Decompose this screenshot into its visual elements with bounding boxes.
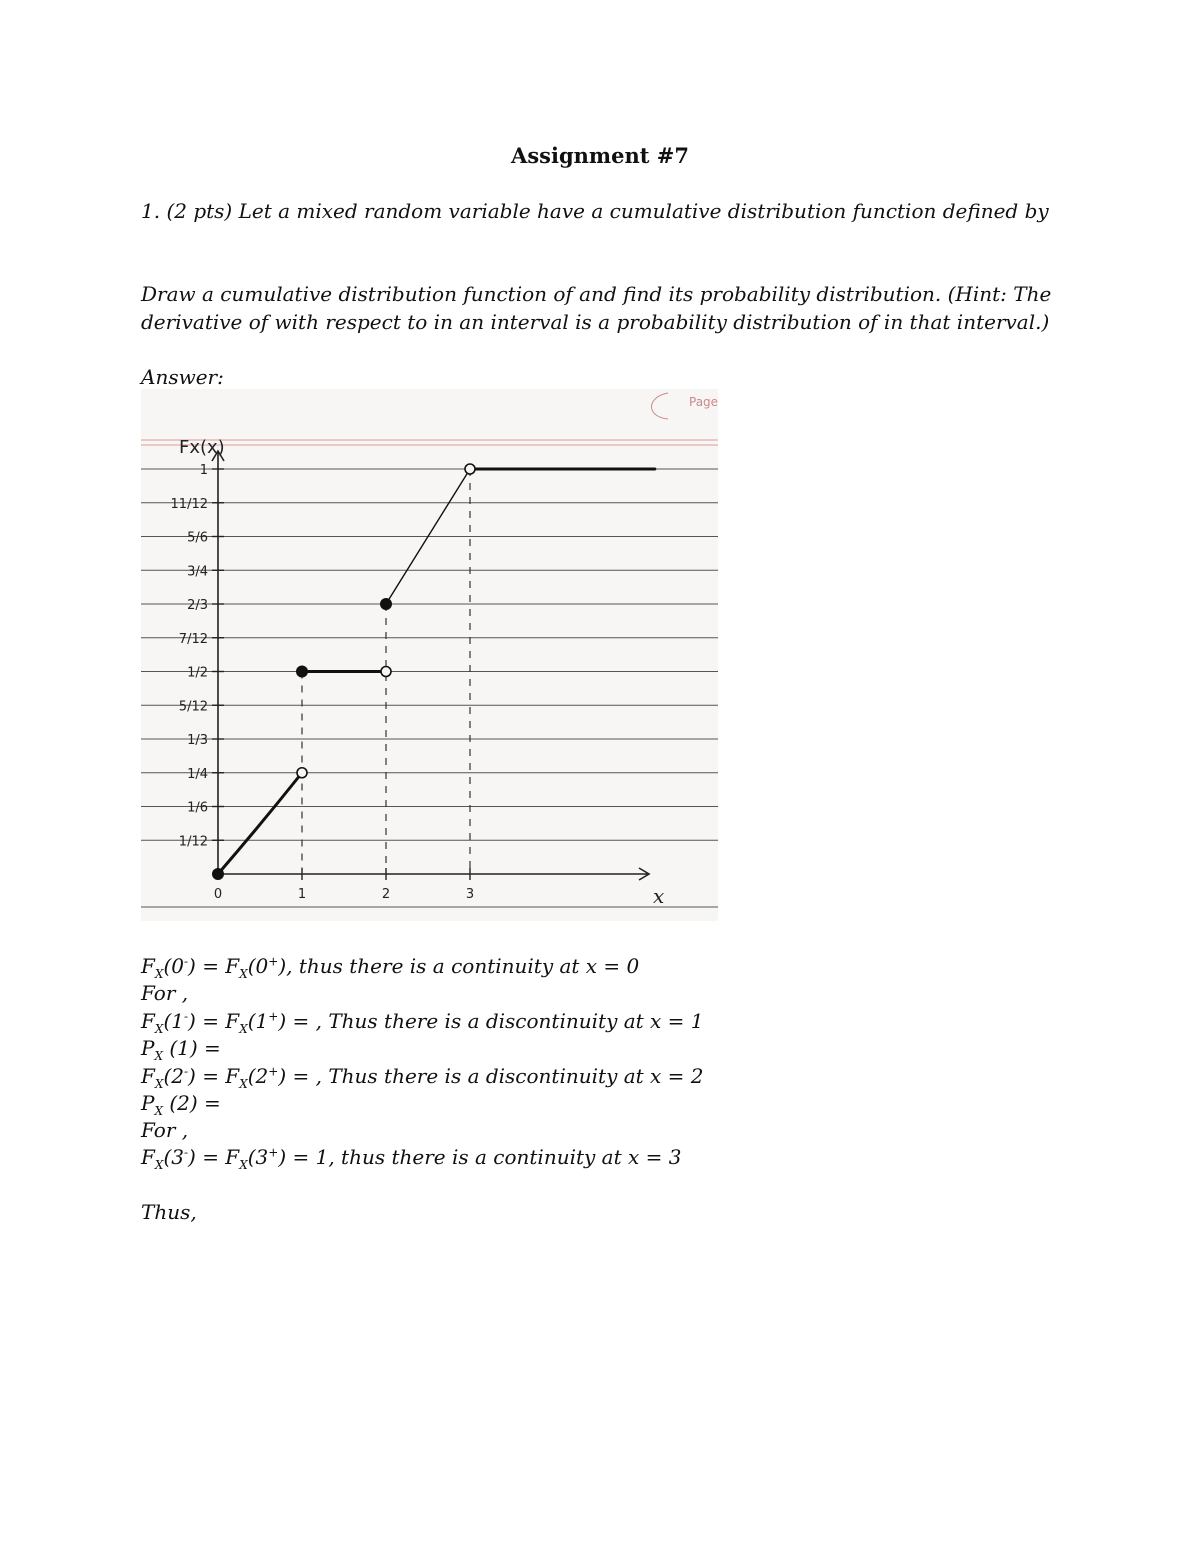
- x-tick-label: 0: [213, 887, 223, 902]
- closed-endpoint-dot: [212, 868, 224, 880]
- question-line-3: derivative of with respect to in an interval is a probability distribution of in that interval.): [141, 310, 1050, 334]
- y-tick-label: 1/2: [187, 665, 208, 681]
- y-tick-label: 5/12: [178, 699, 208, 715]
- x-tick-label: 3: [465, 887, 475, 902]
- cdf-segment: [218, 773, 302, 874]
- cdf-graph-svg: [141, 389, 718, 921]
- y-tick-label: 5/6: [187, 530, 208, 546]
- work-line-2: For ,: [141, 981, 189, 1005]
- open-endpoint-dot: [297, 768, 307, 778]
- open-endpoint-dot: [465, 464, 475, 474]
- y-tick-label: 1/3: [187, 733, 208, 748]
- page-stamp-text: Page: [689, 395, 718, 409]
- work-line-7: For ,: [141, 1118, 189, 1142]
- closed-endpoint-dot: [380, 598, 392, 610]
- work-line-9: Thus,: [141, 1200, 197, 1224]
- y-axis-label: Fx(x): [179, 437, 225, 458]
- y-tick-label: 1/6: [187, 800, 208, 816]
- work-line-3: $F_X(1^-) = F_X(1^+)$ = , Thus there is a discontinuity at x = 1: [141, 1009, 704, 1036]
- y-tick-label: 1/4: [187, 766, 208, 782]
- x-axis-label: x: [653, 884, 665, 908]
- y-tick-label: 2/3: [187, 598, 208, 613]
- y-tick-label: 3/4: [187, 564, 208, 580]
- page-stamp: [652, 393, 719, 419]
- work-line-5: $F_X(2^-) = F_X(2^+)$ = , Thus there is a discontinuity at x = 2: [141, 1064, 704, 1091]
- open-endpoint-dot: [381, 667, 391, 677]
- y-tick-label: 7/12: [178, 631, 208, 647]
- x-tick-label: 1: [297, 887, 307, 902]
- cdf-hand-drawn-graph: [141, 389, 718, 921]
- x-tick-label: 2: [381, 887, 391, 902]
- page-title: Assignment #7: [511, 143, 689, 168]
- y-tick-label: 1: [199, 463, 208, 478]
- work-line-4: $P_X$ (1) =: [141, 1036, 221, 1063]
- answer-label: Answer:: [141, 365, 224, 389]
- closed-endpoint-dot: [296, 666, 308, 678]
- work-line-6: $P_X$ (2) =: [141, 1091, 221, 1118]
- y-tick-label: 11/12: [170, 496, 208, 512]
- work-line-1: $F_X(0^-) = F_X(0^+)$, thus there is a continuity at x = 0: [141, 954, 640, 981]
- question-line-1: 1. (2 pts) Let a mixed random variable have a cumulative distribution function defined by: [141, 199, 1049, 223]
- question-line-2: Draw a cumulative distribution function of and find its probability distribution. (Hint: The: [141, 282, 1052, 306]
- work-line-8: $F_X(3^-) = F_X(3^+) = 1$, thus there is a continuity at x = 3: [141, 1145, 682, 1172]
- y-tick-label: 1/12: [178, 834, 208, 850]
